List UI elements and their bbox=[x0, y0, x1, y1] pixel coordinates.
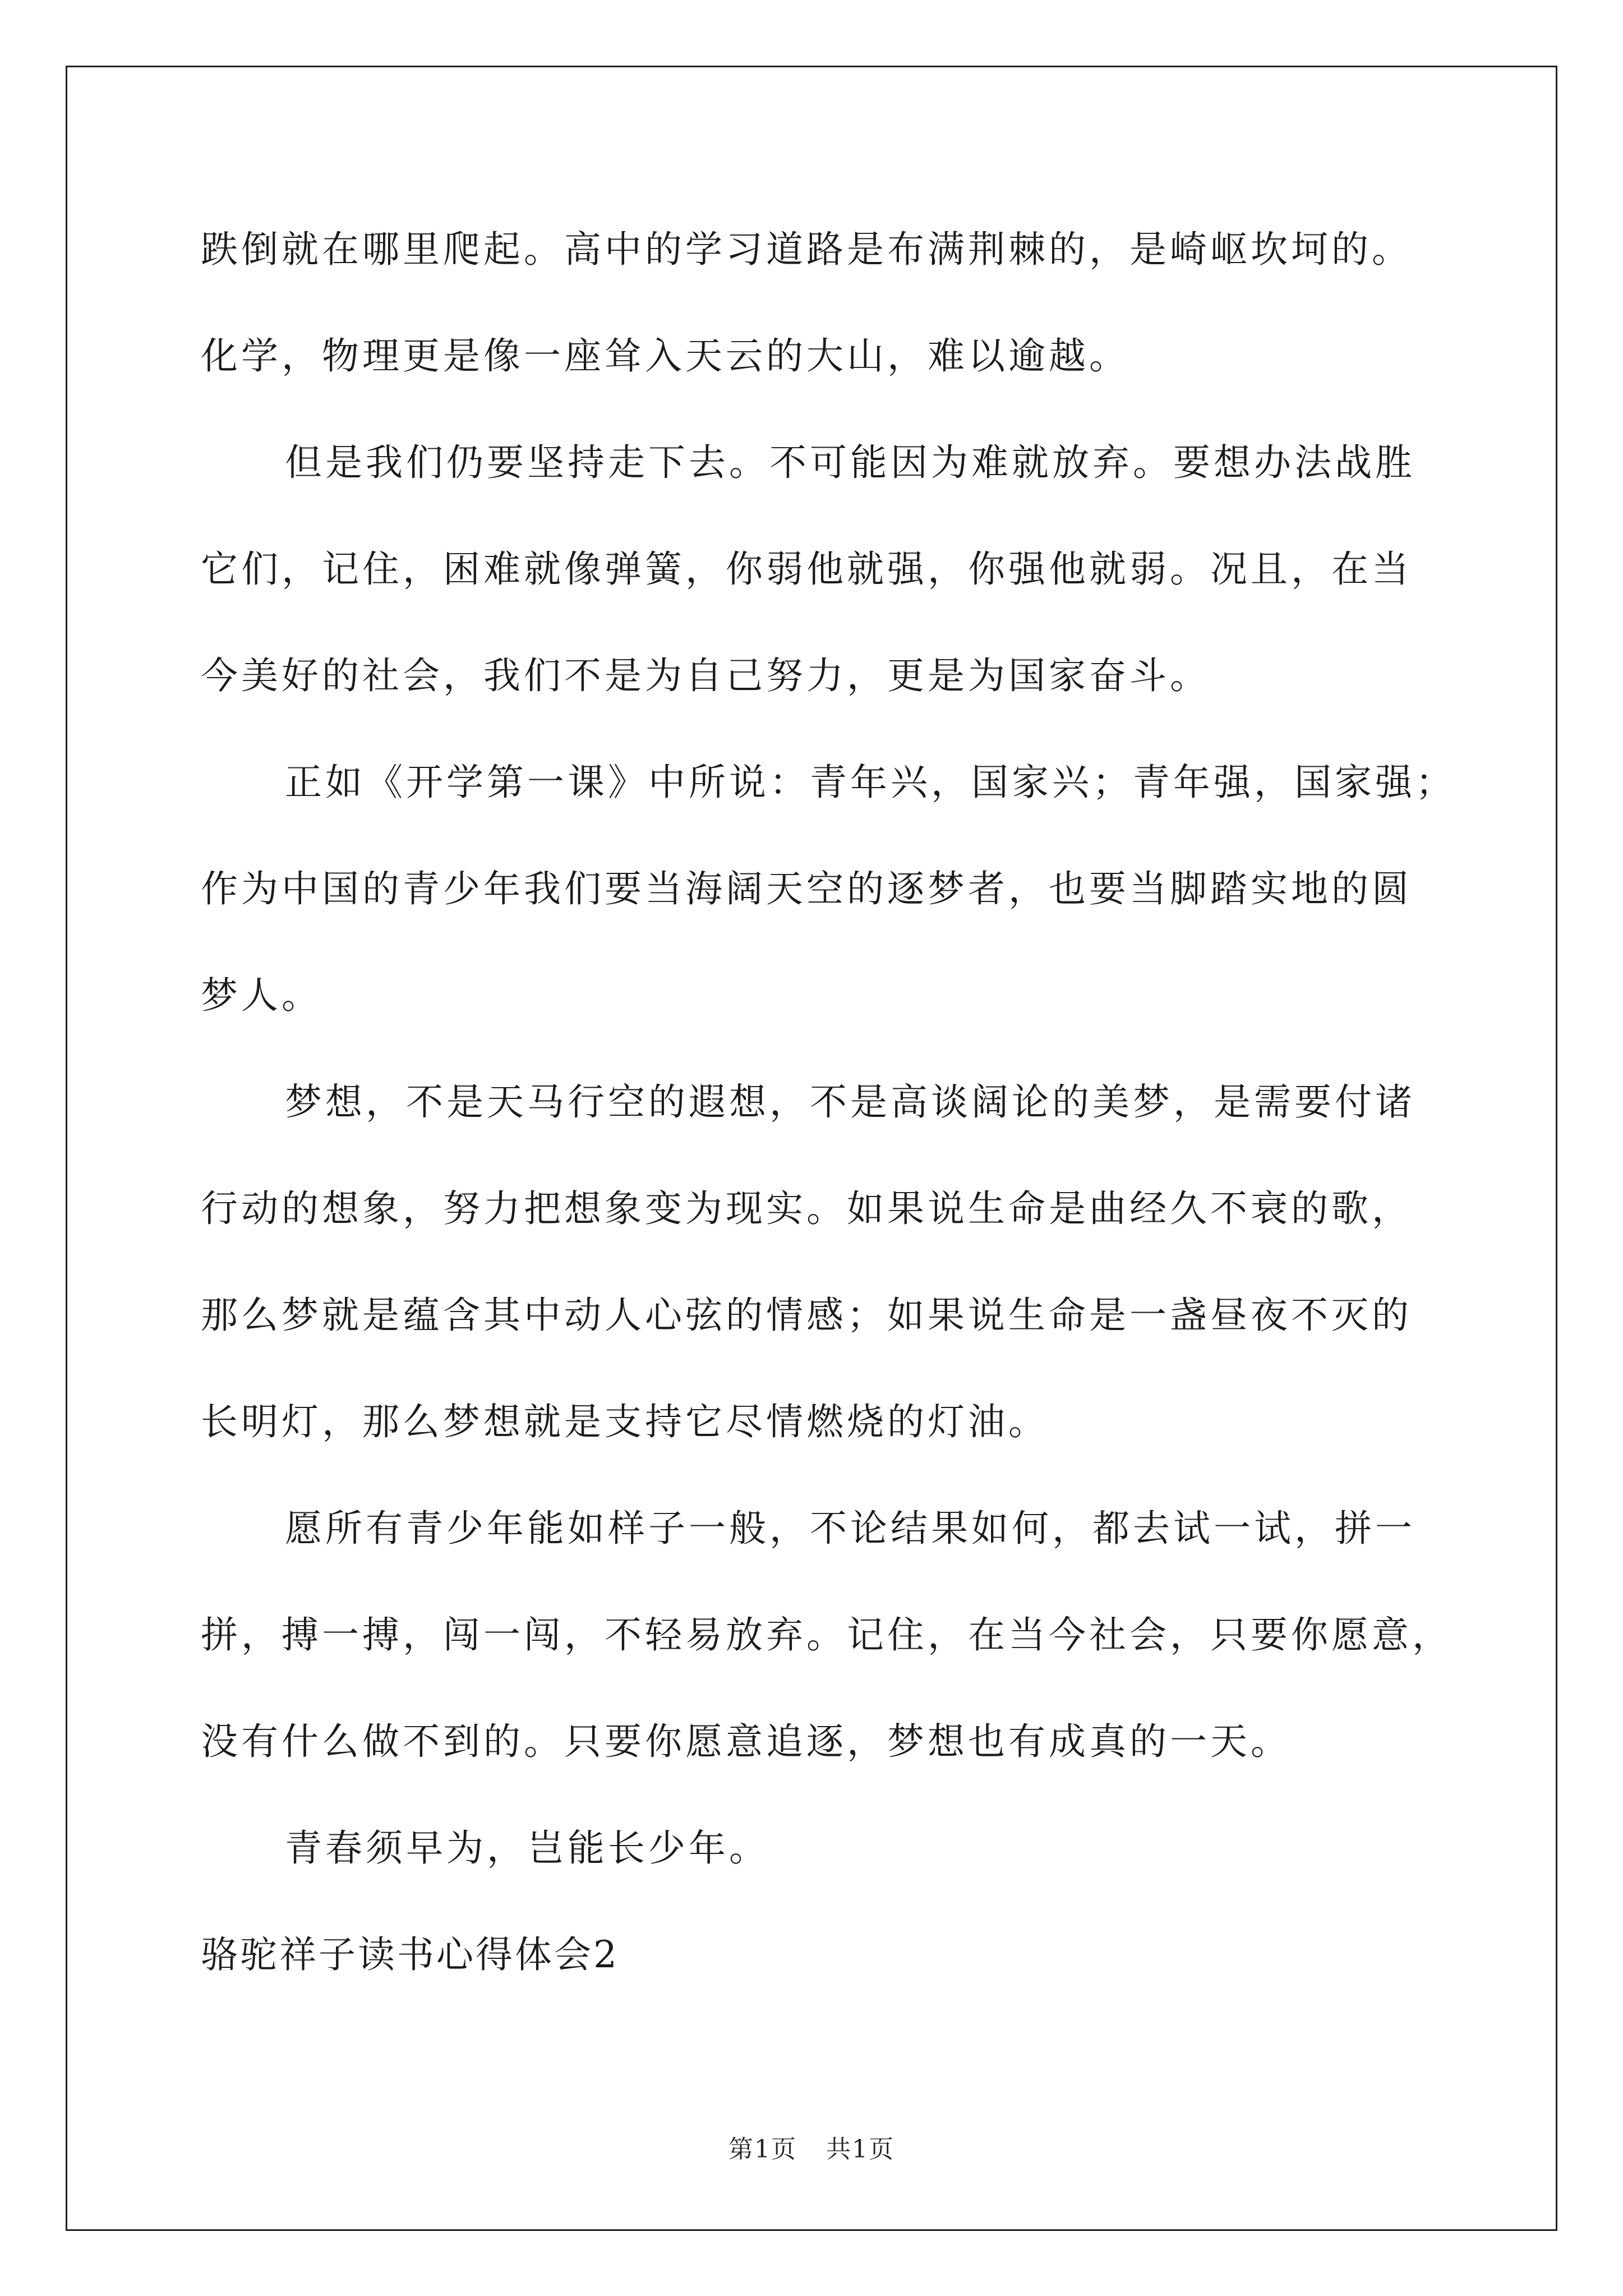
text-line: 梦人。 bbox=[201, 974, 322, 1017]
paragraph-start-line: 愿所有青少年能如样子一般，不论结果如何，都去试一试，拼一 bbox=[285, 1507, 1415, 1550]
text-line: 没有什么做不到的。只要你愿意追逐，梦想也有成真的一天。 bbox=[201, 1720, 1291, 1763]
text-line: 今美好的社会，我们不是为自己努力，更是为国家奋斗。 bbox=[201, 654, 1210, 697]
text-line: 那么梦就是蕴含其中动人心弦的情感；如果说生命是一盏昼夜不灭的 bbox=[201, 1294, 1412, 1337]
text-line: 它们，记住，困难就像弹簧，你弱他就强，你强他就弱。况且，在当 bbox=[201, 547, 1412, 591]
text-line: 作为中国的青少年我们要当海阔天空的逐梦者，也要当脚踏实地的圆 bbox=[201, 867, 1412, 910]
paragraph-start-line: 青春须早为，岂能长少年。 bbox=[285, 1826, 769, 1870]
text-line: 化学，物理更是像一座耸入天云的大山，难以逾越。 bbox=[201, 334, 1129, 378]
page-number-current: 第1页 bbox=[728, 2135, 797, 2164]
paragraph-start-line: 正如《开学第一课》中所说：青年兴，国家兴；青年强，国家强； bbox=[285, 761, 1456, 804]
text-line: 跌倒就在哪里爬起。高中的学习道路是布满荆棘的，是崎岖坎坷的。 bbox=[201, 228, 1412, 271]
text-line: 拼，搏一搏，闯一闯，不轻易放弃。记住，在当今社会，只要你愿意， bbox=[201, 1613, 1453, 1657]
text-line: 长明灯，那么梦想就是支持它尽情燃烧的灯油。 bbox=[201, 1400, 1049, 1443]
section-heading: 骆驼祥子读书心得体会2 bbox=[201, 1933, 619, 1976]
document-body bbox=[201, 213, 1456, 2025]
page-number-total: 共1页 bbox=[826, 2135, 895, 2164]
paragraph-start-line: 梦想，不是天马行空的遐想，不是高谈阔论的美梦，是需要付诸 bbox=[285, 1080, 1415, 1124]
page-footer bbox=[0, 2129, 1623, 2165]
paragraph-start-line: 但是我们仍要坚持走下去。不可能因为难就放弃。要想办法战胜 bbox=[285, 441, 1415, 484]
text-line: 行动的想象，努力把想象变为现实。如果说生命是曲经久不衰的歌， bbox=[201, 1187, 1412, 1230]
